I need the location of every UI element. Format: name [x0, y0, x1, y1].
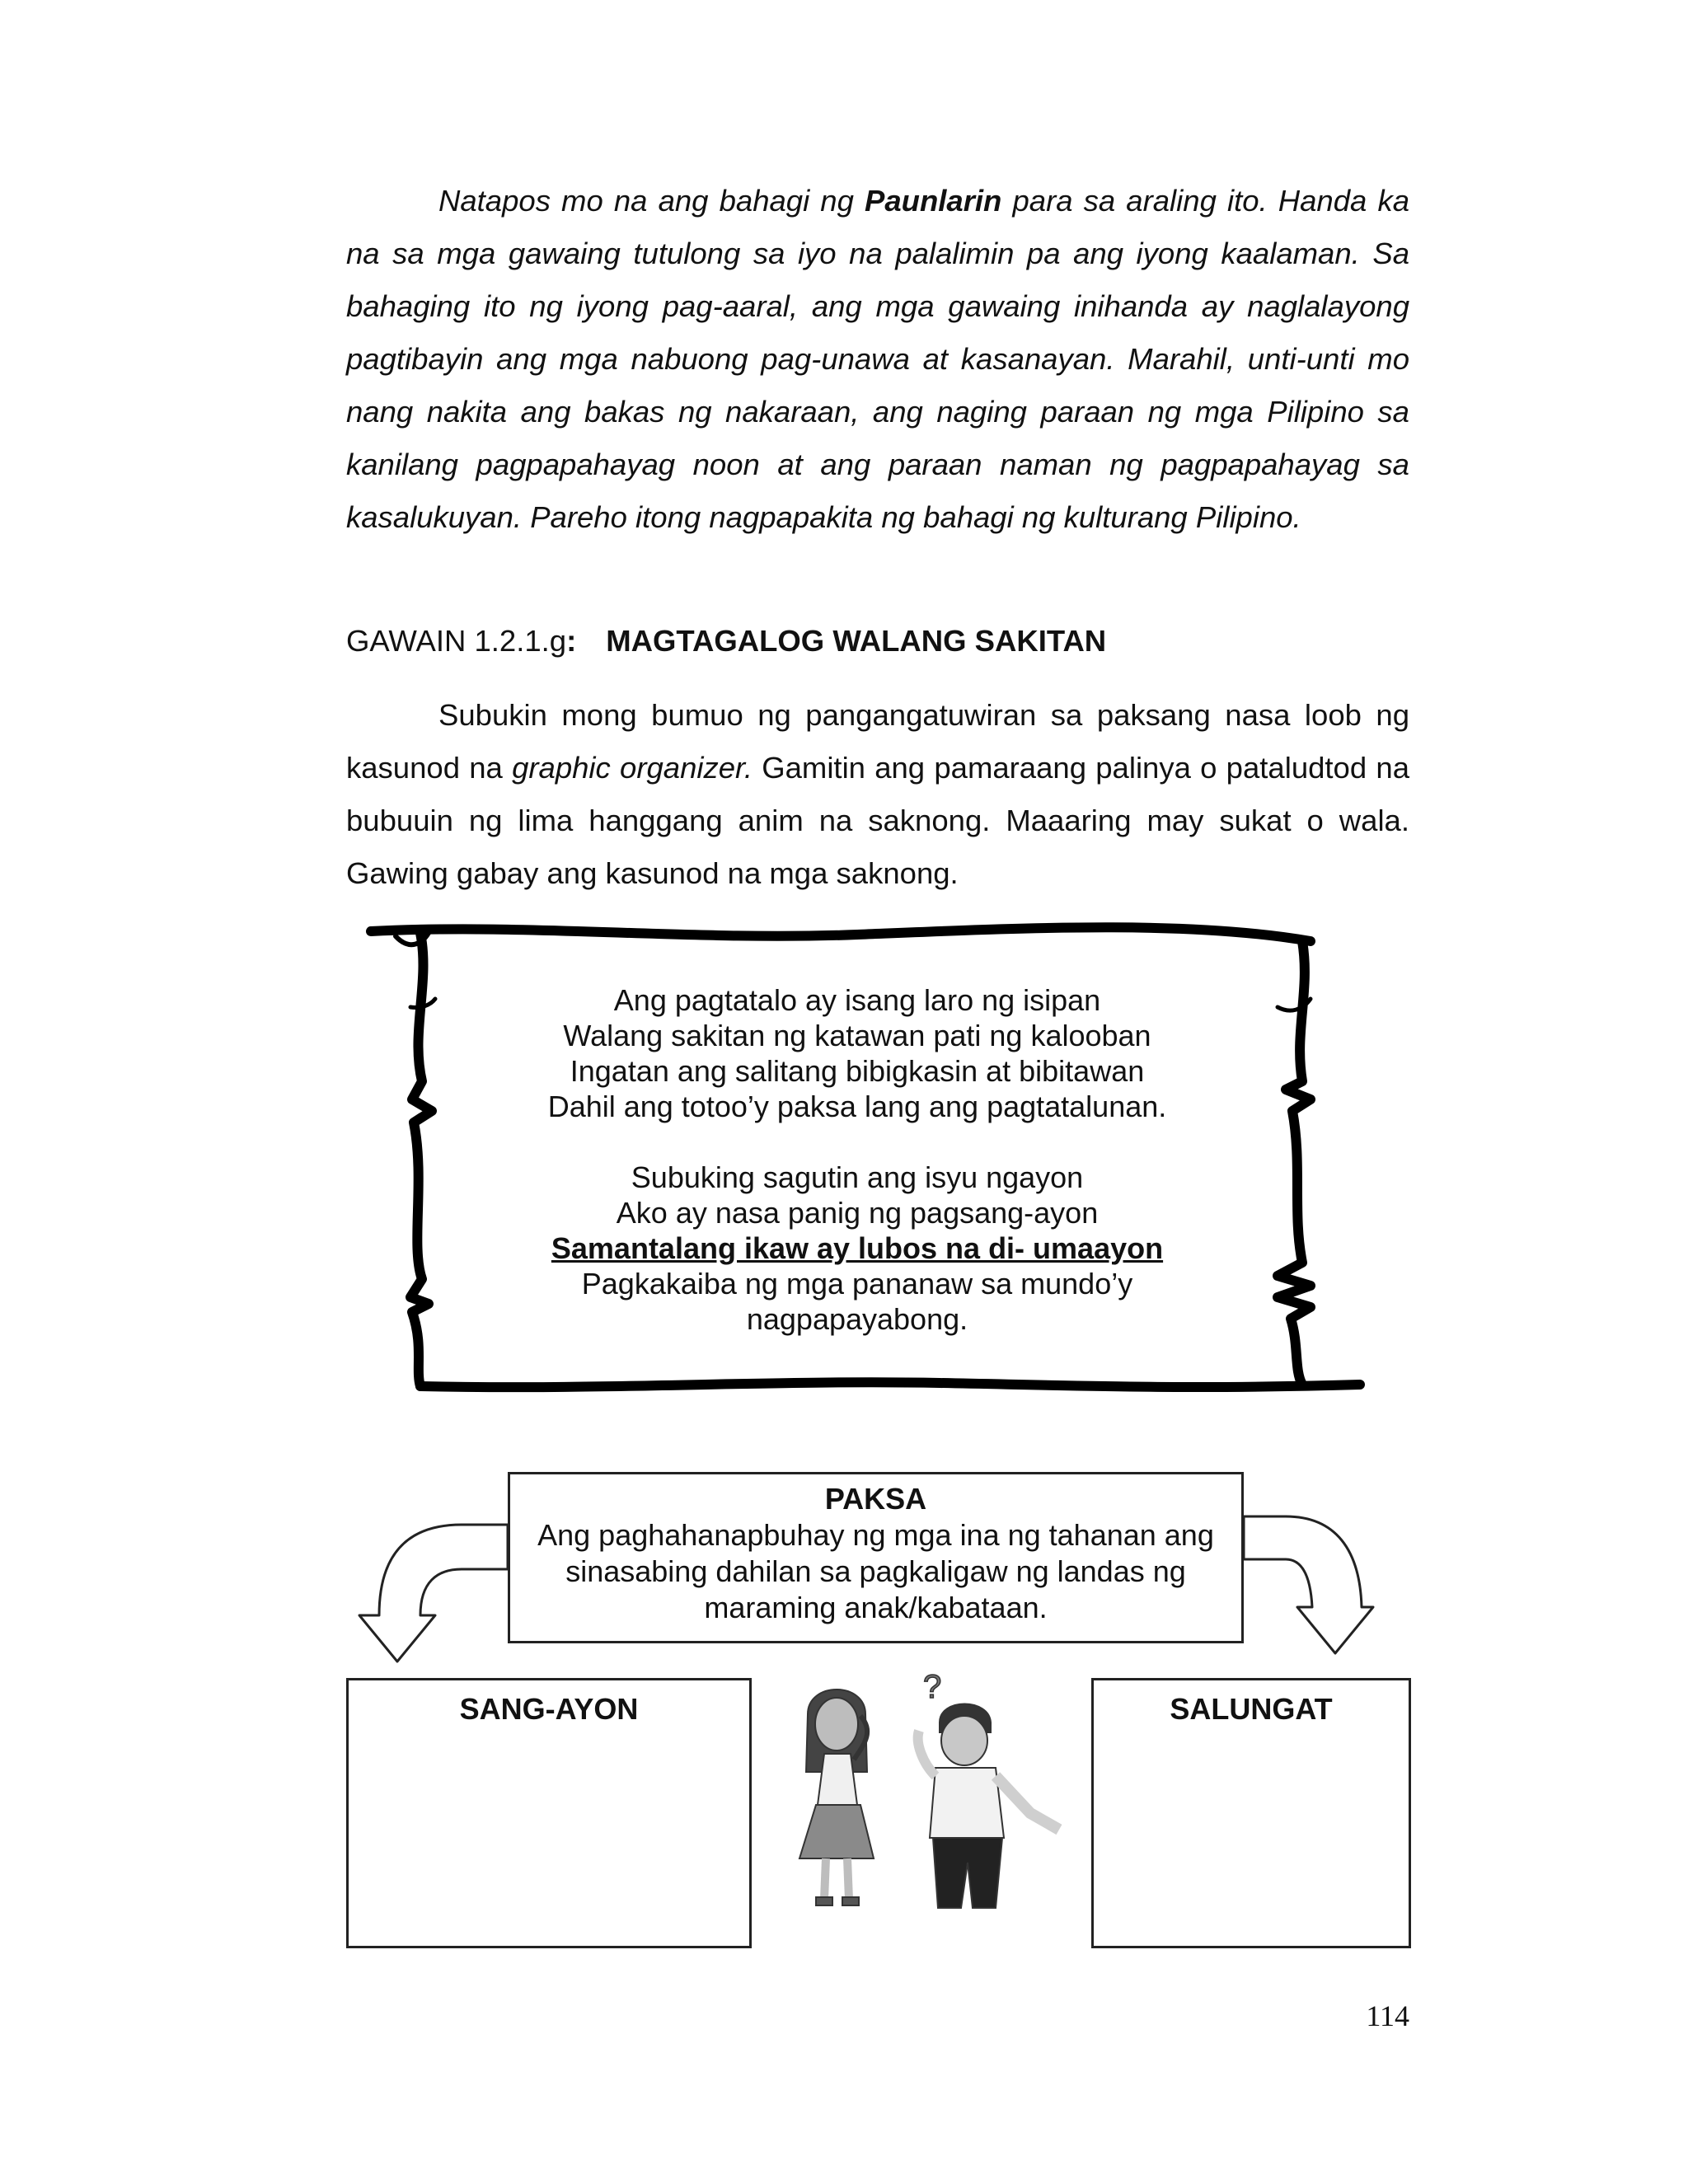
poem-line-emphasized: Samantalang ikaw ay lubos na di- umaayon [551, 1231, 1164, 1265]
gawain-title: MAGTAGALOG WALANG SAKITAN [606, 624, 1107, 658]
boy-figure [918, 1704, 1059, 1909]
task-text-end: Gamitin ang pamaraang palinya o pataludtod na bubuuin ng lima hanggang anim na saknong. Maaaring may sukat o wala. Gawing gabay ang kasunod na mga saknong. [346, 751, 1409, 890]
poem-line: Pagkakaiba ng mga pananaw sa mundo’y [581, 1267, 1133, 1301]
intro-text-start: Natapos mo na ang bahagi ng [438, 184, 865, 218]
salungat-box [1091, 1678, 1411, 1948]
task-text-start: Subukin mong bumuo ng pangangatuwiran sa paksang nasa loob ng kasunod na [346, 698, 1409, 785]
gawain-code: GAWAIN 1.2.1.g [346, 624, 567, 658]
girl-figure [799, 1690, 874, 1905]
question-mark-icon: ? [923, 1669, 942, 1705]
paksa-title: PAKSA [824, 1482, 927, 1516]
task-italic: graphic organizer. [512, 751, 753, 785]
paksa-text: Ang paghahanapbuhay ng mga ina ng tahanan ang sinasabing dahilan sa pagkaligaw ng landas ng maraming anak/kabataan. [537, 1518, 1214, 1624]
students-illustration [775, 1665, 1088, 1920]
intro-text-end: para sa araling ito. Handa ka na sa mga gawaing tutulong sa iyo na palalimin pa ang iyong kaalaman. Sa bahaging ito ng iyong pag-aaral, ang mga gawaing inihanda ay naglalayong pagtibayin ang mga nabuong pag-unawa at kasanayan. Marahil, unti-unti mo nang nakita ang bakas ng nakaraan, ang naging paraan ng mga Pilipino sa kanilang pagpapahayag noon at ang paraan naman ng pagpapahayag sa kasalukuyan. Pareho itong nagpapakita ng bahagi ng kulturang Pilipino. [346, 184, 1409, 534]
poem-line: Subuking sagutin ang isyu ngayon [631, 1160, 1084, 1194]
poem-line: nagpapayabong. [746, 1302, 968, 1336]
sang-ayon-label: SANG-AYON [459, 1692, 639, 1726]
poem-line: Ang pagtatalo ay isang laro ng isipan [613, 983, 1101, 1017]
page-number: 114 [1366, 1999, 1409, 2032]
gawain-colon: : [566, 624, 577, 658]
intro-bold-word: Paunlarin [865, 184, 1002, 218]
paksa-box [508, 1472, 1244, 1643]
poem-line: Dahil ang totoo’y paksa lang ang pagtatalunan. [547, 1090, 1167, 1123]
sang-ayon-box [346, 1678, 752, 1948]
right-curved-arrow-icon [1244, 1516, 1373, 1653]
poem-line: Walang sakitan ng katawan pati ng kalooban [563, 1019, 1151, 1052]
left-curved-arrow-icon [359, 1525, 508, 1661]
salungat-label: SALUNGAT [1170, 1692, 1333, 1726]
poem-line: Ingatan ang salitang bibigkasin at bibitawan [570, 1054, 1145, 1088]
poem-line: Ako ay nasa panig ng pagsang-ayon [616, 1196, 1099, 1230]
